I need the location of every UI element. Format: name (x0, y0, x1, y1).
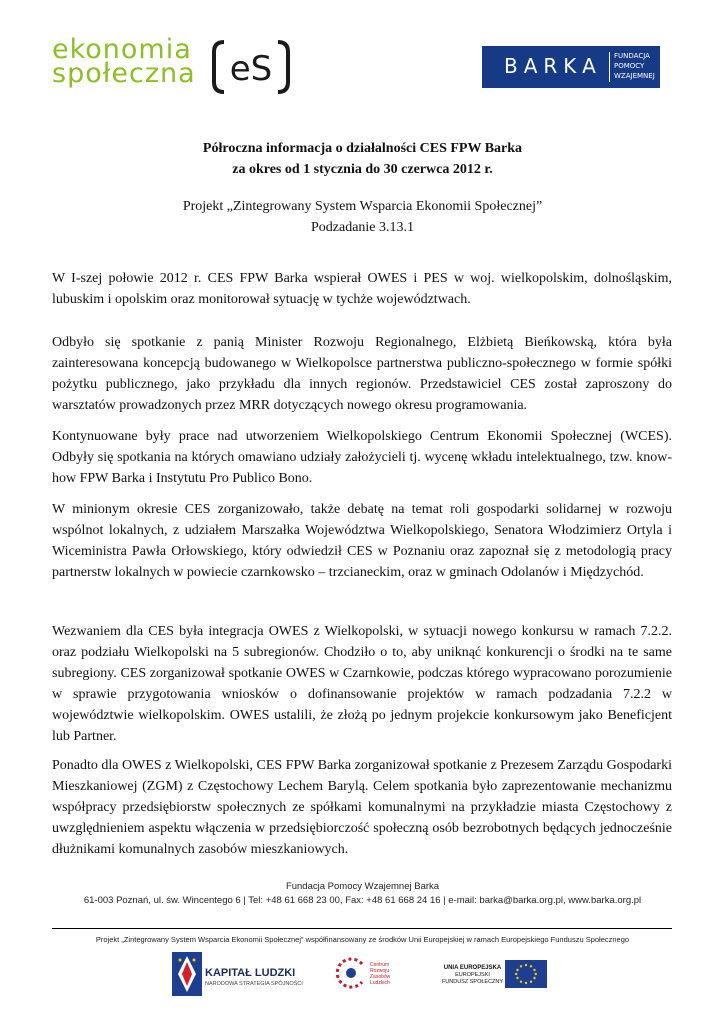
barka-fund-line: WZAJEMNEJ (614, 72, 655, 80)
barka-fund-line: FUNDACJA (614, 52, 650, 60)
title-line2: za okres od 1 stycznia do 30 czerwca 2012 r. (232, 162, 493, 177)
barka-logo (482, 46, 660, 88)
paragraph: Odbyło się spotkanie z panią Minister Rozwoju Regionalnego, Elżbietą Bieńkowską, która była zainteresowana koncepcją budowanego w Wielkopolsce partnerstwa publiczno-społecznego w formie spółki pożytku publicznego, jako przykładu dla innych regionów. Przedstawiciel CES został zaproszony do warsztatów prowadzonych przez MRR dotyczących nowego okresu programowania. (52, 335, 672, 413)
kapital-ludzki-icon (172, 952, 202, 996)
eu-line3: FUNDUSZ SPOŁECZNY (441, 979, 504, 985)
footer-address: 61-003 Poznań, ul. św. Wincentego 6 | Tel: +48 61 668 23 00, Fax: +48 61 668 24 16 | e-mail: barka@barka.org.pl, www.barka.org.pl (83, 895, 642, 906)
eu-flag-icon (505, 960, 547, 988)
funding-logos (0, 950, 725, 1000)
project-heading (0, 196, 725, 238)
barka-fund-text (614, 51, 655, 81)
barka-fund-line: POMOCY (614, 62, 645, 70)
logo-mark-text: eS (229, 49, 273, 89)
barka-name: BARKA (504, 54, 602, 78)
kapital-ludzki-label: KAPITAŁ LUDZKI (205, 967, 296, 979)
eu-line1: UNIA EUROPEJSKA (443, 965, 502, 971)
paragraph: W minionym okresie CES zorganizowało, także debatę na temat roli gospodarki solidarnej w rozwoju wspólnot lokalnych, z udziałem Marszałka Województwa Wielkopolskiego, Senatora Włodzimierz Ortyla i Wiceministra Pawła Orłowskiego, który odwiedził CES w Poznaniu oraz zapoznał się z metodologią pracy partnerstw lokalnych w powiecie czarnkowsko – trzcianeckim, oraz w gminach Odolanów i Międzychód. (52, 502, 672, 580)
footer-divider (52, 928, 672, 929)
es-mark-icon (212, 38, 290, 96)
logo-line2: społeczna (52, 58, 196, 89)
crzl-line: Centrum (370, 962, 390, 968)
crzl-line: Zasobów (370, 974, 391, 980)
crzl-label (370, 962, 390, 986)
paragraph: Kontynuowane były prace nad utworzeniem Wielkopolskiego Centrum Ekonomii Społecznej (WCES). Odbyły się spotkania na których omawiano udziały założycieli tj. wycenę wkładu intelektualnego, tzw. know-how FPW Barka i Instytutu Pro Publico Bono. (52, 429, 672, 486)
ekonomia-spoleczna-logo (52, 34, 292, 98)
paragraph: Wezwaniem dla CES była integracja OWES z Wielkopolski, w sytuacji nowego konkursu w ramach 7.2.2. oraz podziału Wielkopolski na 5 subregionów. Chodziło o to, aby uniknąć konkurencji o środki na te same subregiony. CES zorganizował spotkanie OWES w Czarnkowie, podczas którego wypracowano porozumienie w sprawie przygotowania wniosków o dofinansowanie projektów w ramach podzadania 7.2.2 w województwie wielkopolskim. OWES ustalili, że złożą po jednym projekcie konkursowym jako Beneficjent lub Partner. (52, 624, 672, 744)
project-line2: Podzadanie 3.13.1 (310, 220, 415, 235)
eu-line2: EUROPEJSKI (455, 972, 490, 978)
footer-eu-note: Projekt „Zintegrowany System Wsparcia Ekonomii Społecznej” współfinansowany ze środków Unii Europejskiej w ramach Europejskiego Funduszu Społecznego (95, 935, 630, 944)
project-line1: Projekt „Zintegrowany System Wsparcia Ekonomii Społecznej” (182, 199, 543, 214)
document-title (0, 138, 725, 180)
eu-label (440, 965, 505, 986)
title-line1: Półroczna informacja o działalności CES FPW Barka (202, 141, 523, 156)
crzl-line: Ludzkich (370, 980, 390, 986)
barka-separator (609, 52, 610, 82)
logo-line1: ekonomia (52, 34, 192, 65)
footer-org: Fundacja Pomocy Wzajemnej Barka (285, 881, 440, 892)
crzl-line: Rozwoju (370, 968, 390, 974)
crzl-icon (334, 956, 368, 990)
kapital-ludzki-sub: NARODOWA STRATEGIA SPÓJNOŚCI (205, 981, 303, 987)
paragraph: W I-szej połowie 2012 r. CES FPW Barka wspierał OWES i PES w woj. wielkopolskim, dolnośląskim, lubuskim i opolskim oraz monitorował sytuację w tychże województwach. (52, 271, 672, 307)
paragraph: Ponadto dla OWES z Wielkopolski, CES FPW Barka zorganizował spotkanie z Prezesem Zarządu Gospodarki Mieszkaniowej (ZGM) z Częstochowy Lechem Barylą. Celem spotkania było zaprezentowanie mechanizmu współpracy przedsiębiorstw społecznych ze spółkami komunalnymi na przykładzie miasta Częstochowy z uwzględnieniem aspektu włączenia w przedsiębiorczość społeczną osób bezrobotnych będących jednocześnie dłużnikami komunalnych zasobów mieszkaniowych. (52, 758, 672, 857)
logo-words (52, 34, 196, 89)
